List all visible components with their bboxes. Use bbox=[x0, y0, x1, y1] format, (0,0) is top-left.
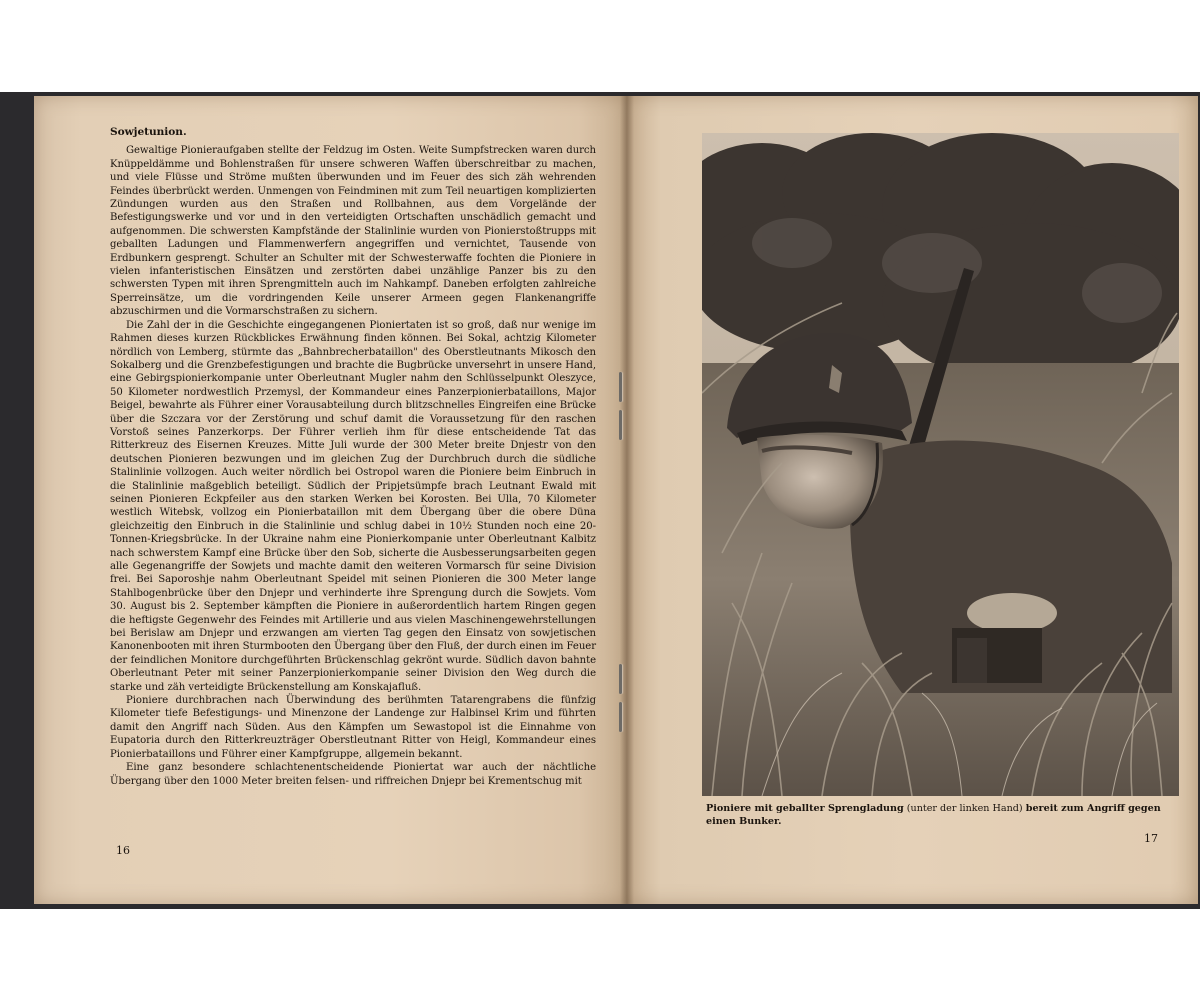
page-number-right: 17 bbox=[1144, 832, 1158, 845]
paragraph-1: Gewaltige Pionieraufgaben stellte der Feldzug im Osten. Weite Sumpfstrecken waren durch Knüppeldämme und Bohlenstraßen für unsere schweren Waffen überschreitbar zu machen, und viele Flüsse und Ströme mußten überwunden und im Feuer des sich zäh wehrenden Feindes überbrückt werden. Unmengen von Feindminen mit zum Teil neuartigen komplizierten Zündungen wurden aus den Straßen und Rollbahnen, aus dem Vorgelände der Befestigungswerke und vor und in den verteidigten Ortschaften unschädlich gemacht und aufgenommen. Die schwersten Kampfstände der Stalinlinie wurden von Pionierstoßtrupps mit geballten Ladungen und Flammenwerfern angegriffen und vernichtet, Tausende von Erdbunkern gesprengt. Schulter an Schulter mit der Schwesterwaffe fochten die Pioniere in vielen infanteristischen Einsätzen und zerstörten dabei unzählige Panzer bis zu den schwersten Typen mit ihren Sprengmitteln auch im Nahkampf. Daneben erfolgten zahlreiche Sperreinsätze, um die vordringenden Keile unserer Armeen gegen Flankenangriffe abzuschirmen und die Vormarschstraßen zu sichern. bbox=[110, 145, 596, 318]
paragraph-4: Eine ganz besondere schlachtenentscheidende Pioniertat war auch der nächtliche Übergang über den 1000 Meter breiten felsen- und riffreichen Dnjepr bei Krementschug mit bbox=[110, 762, 596, 787]
photo-caption bbox=[706, 802, 1176, 828]
right-page bbox=[626, 96, 1198, 904]
paragraph-3: Pioniere durchbrachen nach Überwindung des berühmten Tatarengrabens die fünfzig Kilometer tiefe Befestigungs- und Minenzone der Landenge zur Halbinsel Krim und führten damit den Angriff nach Süden. Aus den Kämpfen um Sewastopol ist die Einnahme von Eupatoria durch den Ritterkreuzträger Oberstleutnant Ritter von Heigl, Kommandeur eines Pionierbataillons und Führer einer Kampfgruppe, allgemein bekannt. bbox=[110, 695, 596, 760]
staple-bottom-2 bbox=[619, 702, 622, 732]
paragraph-2: Die Zahl der in die Geschichte eingegangenen Pioniertaten ist so groß, daß nur wenige im Rahmen dieses kurzen Rückblickes Erwähnung finden können. Bei Sokal, achtzig Kilometer nördlich von Lemberg, stürmte das „Bahnbrecherbataillon" des Oberstleutnants Mikosch den Sokalberg und die Grenzbefestigungen und brachte die Bugbrücke unversehrt in unsere Hand, eine Gebirgspionierkompanie unter Oberleutnant Mugler nahm den Schlüsselpunkt Oleszyce, 50 Kilometer nordwestlich Przemysl, der Kommandeur eines Panzerpionierbataillons, Major Beigel, bewahrte als Führer einer Vorausabteilung durch blitzschnelles Eingreifen eine Brücke über die Szczara vor der Zerstörung und schuf damit die Voraussetzung für den raschen Vorstoß seines Panzerkorps. Der Führer verlieh ihm für diese entscheidende Tat das Ritterkreuz des Eisernen Kreuzes. Mitte Juli wurde der 300 Meter breite Dnjestr von den deutschen Pionieren bezwungen und im gleichen Zug der Durchbruch durch die südliche Stalinlinie vollzogen. Auch weiter nördlich bei Ostropol waren die Pioniere beim Einbruch in die Stalinlinie maßgeblich beteiligt. Südlich der Pripjetsümpfe brach Leutnant Ewald mit seinen Pionieren Eckpfeiler aus den starken Werken bei Korosten. Bei Ulla, 70 Kilometer westlich Witebsk, vollzog ein Pionierbataillon mit dem Übergang über die obere Düna gleichzeitig den Einbruch in die Stalinlinie und schlug dabei in 10½ Stunden noch eine 20-Tonnen-Kriegsbrücke. In der Ukraine nahm eine Pionierkompanie unter Oberleutnant Kalbitz nach schwerstem Kampf eine Brücke über den Sob, sicherte die Ausbesserungsarbeiten gegen alle Gegenangriffe der Sowjets und machte damit den weiteren Vormarsch für seine Division frei. Bei Saporoshje nahm Oberleutnant Speidel mit seinen Pionieren die 300 Meter lange Stahlbogenbrücke über den Dnjepr und verhinderte ihre Sprengung durch die Sowjets. Vom 30. August bis 2. September kämpften die Pioniere in außerordentlich hartem Ringen gegen die heftigste Gegenwehr des Feindes mit Artillerie und aus vielen Maschinengewehrstellungen bei Berislaw am Dnjepr und erzwangen am vierten Tag gegen den Einsatz von sowjetischen Kanonenbooten mit ihren Sturmbooten den Übergang über den Fluß, der durch einen im Feuer der feindlichen Monitore durchgeführten Brückenschlag gekrönt wurde. Südlich davon bahnte Oberleutnant Peter mit seiner Panzerpionierkompanie seiner Division den Weg durch die starke und zäh verteidigte Brückenstellung am Konskajafluß. bbox=[110, 319, 596, 693]
caption-bold-part-1: Pioniere mit geballter Sprengladung bbox=[706, 803, 904, 814]
staple-bottom bbox=[619, 664, 622, 694]
left-page bbox=[34, 96, 626, 904]
staple-top-2 bbox=[619, 410, 622, 440]
soldier-photo bbox=[702, 133, 1179, 796]
photo-image bbox=[702, 133, 1179, 796]
article-text bbox=[110, 126, 596, 788]
caption-normal-part: (unter der linken Hand) bbox=[903, 803, 1026, 814]
open-book bbox=[34, 96, 1198, 904]
caption-bold-part-2: bereit zum Angriff gegen einen Bunker. bbox=[706, 803, 1161, 827]
staple-top bbox=[619, 372, 622, 402]
page-number-left: 16 bbox=[116, 844, 130, 857]
book-gutter bbox=[620, 96, 634, 904]
section-heading: Sowjetunion. bbox=[110, 126, 187, 138]
